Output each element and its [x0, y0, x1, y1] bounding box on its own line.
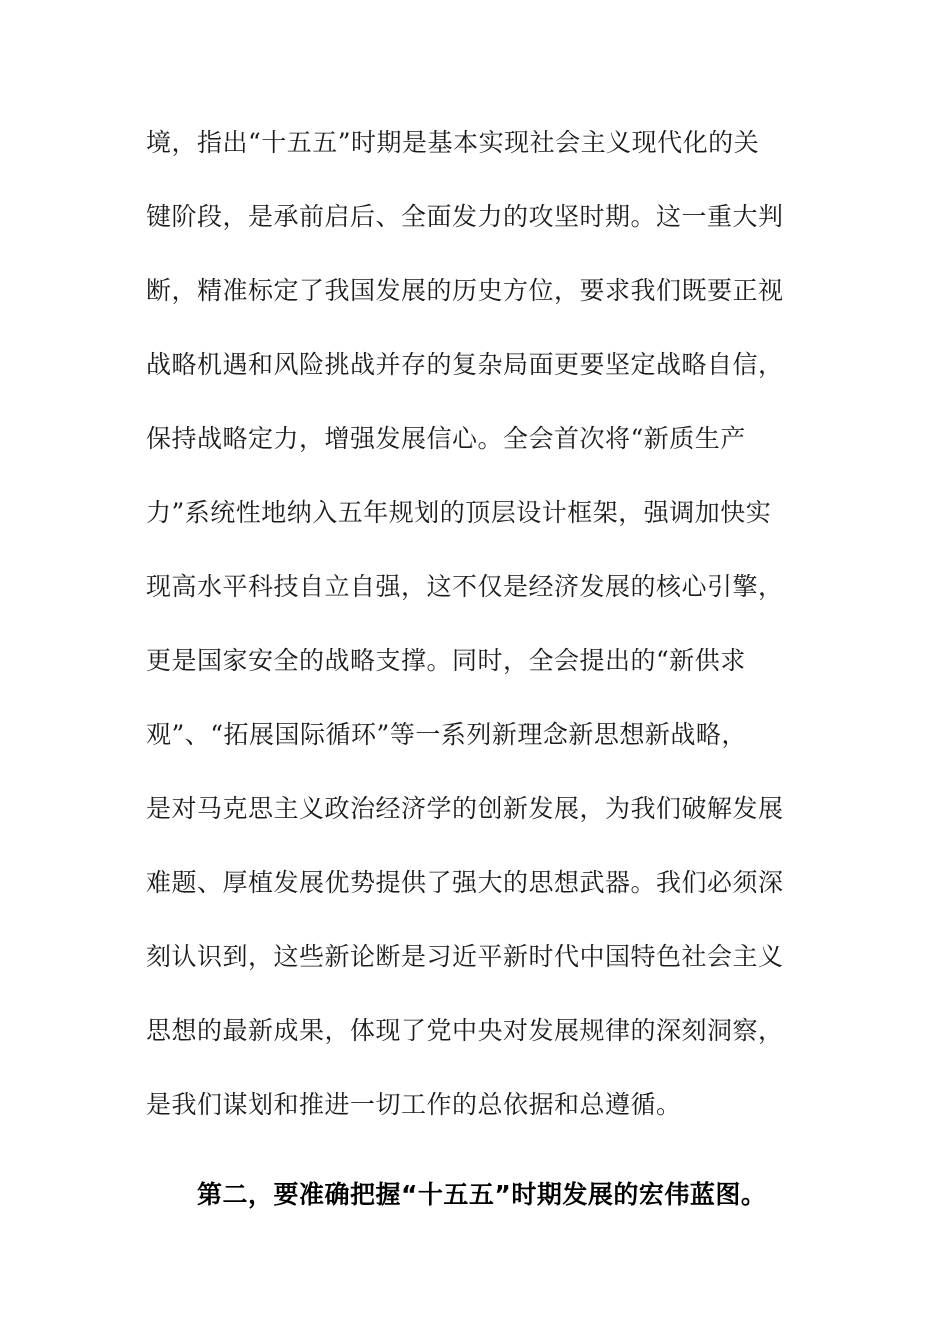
text-line: 思想的最新成果，体现了党中央对发展规律的深刻洞察， [146, 1016, 784, 1045]
text-line: 是对马克思主义政治经济学的创新发展，为我们破解发展 [146, 794, 784, 823]
text-line: 保持战略定力，增强发展信心。全会首次将“新质生产 [146, 424, 746, 453]
text-line: 难题、厚植发展优势提供了强大的思想武器。我们必须深 [146, 868, 784, 897]
text-line: 断，精准标定了我国发展的历史方位，要求我们既要正视 [146, 276, 784, 305]
text-line: 境，指出“十五五”时期是基本实现社会主义现代化的关 [146, 128, 760, 157]
text-line: 更是国家安全的战略支撑。同时，全会提出的“新供求 [146, 646, 746, 675]
text-line: 战略机遇和风险挑战并存的复杂局面更要坚定战略自信， [146, 350, 784, 379]
text-line: 刻认识到，这些新论断是习近平新时代中国特色社会主义 [146, 942, 784, 971]
text-line: 现高水平科技自立自强，这不仅是经济发展的核心引擎， [146, 572, 784, 601]
text-line: 力”系统性地纳入五年规划的顶层设计框架，强调加快实 [146, 498, 772, 527]
text-line: 键阶段，是承前启后、全面发力的攻坚时期。这一重大判 [146, 202, 784, 231]
text-line: 是我们谋划和推进一切工作的总依据和总遵循。 [146, 1090, 682, 1119]
section-heading: 第二，要准确把握“十五五”时期发展的宏伟蓝图。 [197, 1180, 767, 1209]
body-paragraph [146, 122, 806, 1158]
text-line: 观”、“拓展国际循环”等一系列新理念新思想新战略， [146, 720, 747, 749]
